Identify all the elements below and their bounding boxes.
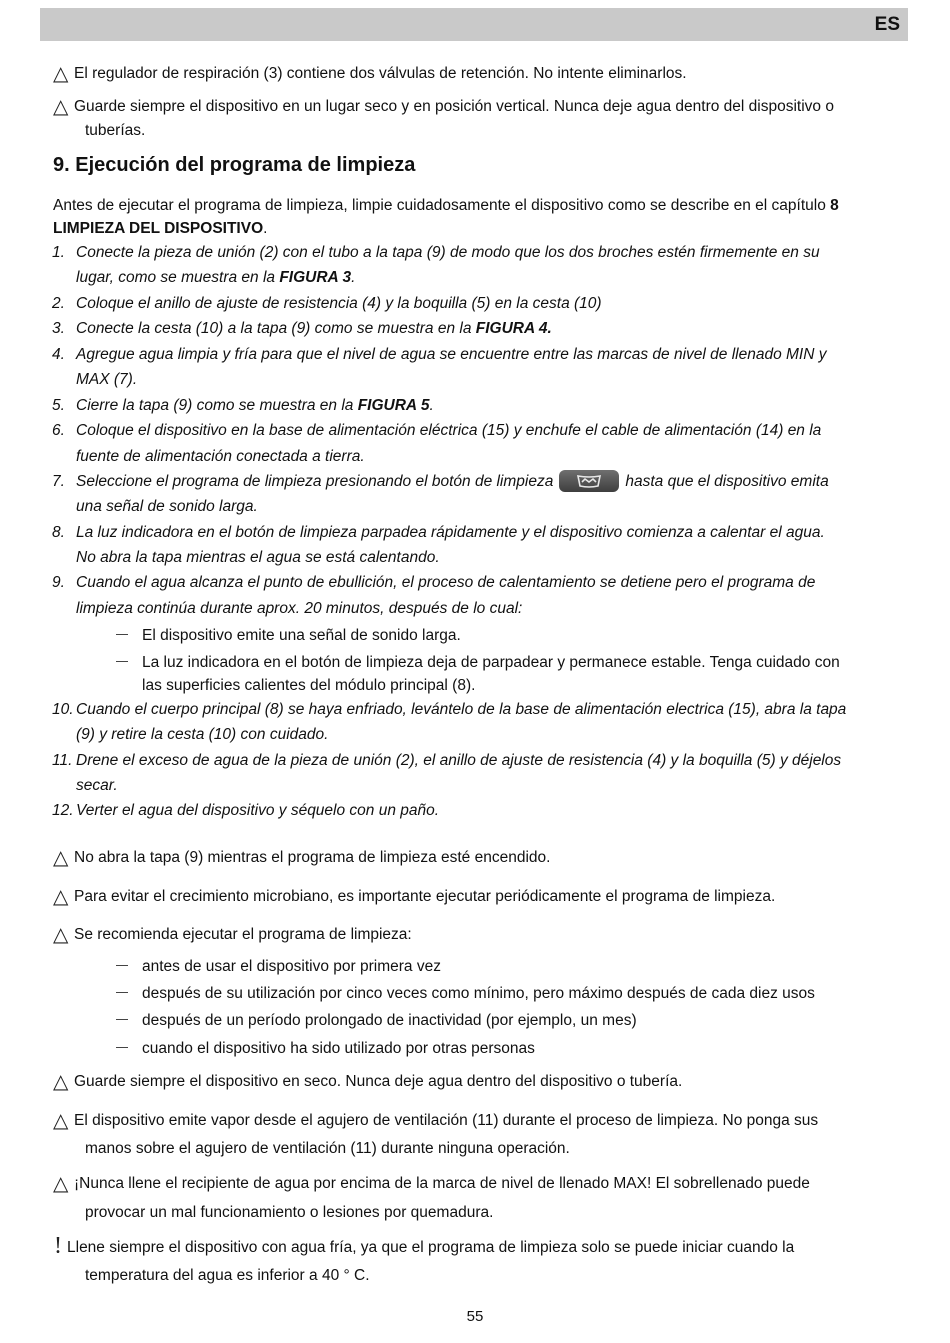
figure-ref: FIGURA 4.: [475, 320, 552, 337]
step-number: 9.: [52, 574, 65, 591]
note-text: Para evitar el crecimiento microbiano, es importante ejecutar periódicamente el programa de limpieza.: [74, 888, 776, 905]
intro-text: Antes de ejecutar el programa de limpieza, limpie cuidadosamente el dispositivo como se describe en el capítulo: [53, 197, 831, 214]
step-5-text: [76, 395, 434, 417]
note-text: Guarde siempre el dispositivo en seco. Nunca deje agua dentro del dispositivo o tubería.: [74, 1073, 683, 1090]
note-text: El dispositivo emite vapor desde el agujero de ventilación (11) durante el proceso de limpieza. No ponga sus: [74, 1112, 819, 1129]
note-text: ¡Nunca llene el recipiente de agua por encima de la marca de nivel de llenado MAX! El sobrellenado puede: [74, 1175, 810, 1192]
step-text: hasta que el dispositivo emita: [625, 473, 829, 491]
dash-bullet: [116, 965, 128, 966]
note-list-item: antes de usar el dispositivo por primera vez: [142, 958, 441, 975]
step-number: 10.: [52, 701, 74, 718]
step-3-text: [76, 318, 552, 340]
warning-triangle-icon: △: [53, 847, 69, 869]
step-11-text-cont: secar.: [76, 777, 118, 794]
step-9-sub-item-cont: las superficies calientes del módulo principal (8).: [142, 677, 476, 694]
step-9-sub-item: El dispositivo emite una señal de sonido larga.: [142, 627, 461, 644]
warning-triangle-icon: △: [53, 96, 69, 118]
step-text: Seleccione el programa de limpieza presionando el botón de limpieza: [76, 473, 554, 491]
cleaning-button-icon: [559, 470, 619, 492]
step-9-text: Cuando el agua alcanza el punto de ebullición, el proceso de calentamiento se detiene pero el programa de: [76, 574, 816, 591]
note-list-item: cuando el dispositivo ha sido utilizado por otras personas: [142, 1040, 535, 1057]
dash-bullet: [116, 1047, 128, 1048]
dash-bullet: [116, 634, 128, 635]
step-8-text-cont: No abra la tapa mientras el agua se está calentando.: [76, 549, 440, 566]
step-number: 2.: [52, 295, 65, 312]
warning-text: tuberías.: [85, 122, 146, 139]
step-1-text: Conecte la pieza de unión (2) con el tubo a la tapa (9) de modo que los dos broches estén firmemente en su: [76, 244, 820, 261]
step-10-text-cont: (9) y retire la cesta (10) con cuidado.: [76, 726, 329, 743]
step-number: 3.: [52, 320, 65, 337]
step-number: 8.: [52, 524, 65, 541]
note-text: No abra la tapa (9) mientras el programa de limpieza esté encendido.: [74, 849, 551, 866]
step-9-sub-item: La luz indicadora en el botón de limpieza deja de parpadear y permanece estable. Tenga cuidado con: [142, 654, 840, 671]
step-4-text: Agregue agua limpia y fría para que el nivel de agua se encuentre entre las marcas de nivel de llenado MIN y: [76, 346, 827, 363]
step-number: 1.: [52, 244, 65, 261]
exclamation-icon: !: [54, 1233, 62, 1259]
note-text: Llene siempre el dispositivo con agua fría, ya que el programa de limpieza solo se puede iniciar cuando la: [67, 1239, 795, 1256]
warning-text: Guarde siempre el dispositivo en un lugar seco y en posición vertical. Nunca deje agua dentro del dispositivo o: [74, 98, 834, 115]
figure-ref: FIGURA 3: [279, 269, 352, 286]
dash-bullet: [116, 1019, 128, 1020]
note-text-cont: temperatura del agua es inferior a 40 ° C.: [85, 1267, 370, 1284]
section-title: 9. Ejecución del programa de limpieza: [53, 154, 416, 176]
dash-bullet: [116, 992, 128, 993]
dash-bullet: [116, 661, 128, 662]
step-9-text-cont: limpieza continúa durante aprox. 20 minutos, después de lo cual:: [76, 600, 523, 617]
intro-paragraph: [53, 195, 839, 217]
note-text-cont: provocar un mal funcionamiento o lesiones por quemadura.: [85, 1204, 494, 1221]
step-number: 7.: [52, 473, 65, 490]
step-text: Conecte la cesta (10) a la tapa (9) como se muestra en la: [76, 320, 476, 337]
note-text-cont: manos sobre el agujero de ventilación (11) durante ninguna operación.: [85, 1140, 570, 1157]
note-text: Se recomienda ejecutar el programa de limpieza:: [74, 926, 412, 943]
intro-chapter-number: 8: [830, 197, 839, 214]
figure-ref: FIGURA 5: [357, 397, 430, 414]
intro-chapter-title: LIMPIEZA DEL DISPOSITIVO: [53, 220, 264, 237]
note-list-item: después de un período prolongado de inactividad (por ejemplo, un mes): [142, 1012, 637, 1029]
step-number: 12.: [52, 802, 74, 819]
warning-triangle-icon: △: [53, 1173, 69, 1195]
step-2-text: Coloque el anillo de ajuste de resistencia (4) y la boquilla (5) en la cesta (10): [76, 295, 602, 312]
step-number: 4.: [52, 346, 65, 363]
step-end: .: [351, 269, 356, 286]
note-list-item: después de su utilización por cinco veces como mínimo, pero máximo después de cada diez usos: [142, 985, 815, 1002]
intro-period: .: [263, 220, 268, 237]
language-label: ES: [874, 14, 900, 35]
step-text: Cierre la tapa (9) como se muestra en la: [76, 397, 358, 414]
step-end: .: [429, 397, 434, 414]
step-8-text: La luz indicadora en el botón de limpieza parpadea rápidamente y el dispositivo comienza a calentar el agua.: [76, 524, 825, 541]
step-1-text-cont: [76, 267, 355, 289]
warning-triangle-icon: △: [53, 1110, 69, 1132]
step-4-text-cont: MAX (7).: [76, 371, 138, 388]
step-text: lugar, como se muestra en la: [76, 269, 280, 286]
warning-triangle-icon: △: [53, 886, 69, 908]
step-11-text: Drene el exceso de agua de la pieza de unión (2), el anillo de ajuste de resistencia (4) y la boquilla (5) y déjelos: [76, 752, 842, 769]
step-10-text: Cuando el cuerpo principal (8) se haya enfriado, levántelo de la base de alimentación electrica (15), abra la tapa: [76, 701, 847, 718]
header-bar: [40, 8, 908, 41]
step-number: 11.: [52, 752, 73, 769]
step-number: 6.: [52, 422, 65, 439]
step-number: 5.: [52, 397, 65, 414]
intro-paragraph-line2: [53, 218, 267, 240]
step-6-text-cont: fuente de alimentación conectada a tierra.: [76, 448, 365, 465]
warning-triangle-icon: △: [53, 924, 69, 946]
warning-triangle-icon: △: [53, 1071, 69, 1093]
step-7-text: [76, 471, 829, 493]
warning-text: El regulador de respiración (3) contiene dos válvulas de retención. No intente eliminarlos.: [74, 65, 687, 82]
step-12-text: Verter el agua del dispositivo y séquelo con un paño.: [76, 802, 440, 819]
warning-triangle-icon: △: [53, 63, 69, 85]
page-number: 55: [466, 1308, 484, 1325]
step-7-text-cont: una señal de sonido larga.: [76, 498, 258, 515]
step-6-text: Coloque el dispositivo en la base de alimentación eléctrica (15) y enchufe el cable de alimentación (14) en la: [76, 422, 822, 439]
